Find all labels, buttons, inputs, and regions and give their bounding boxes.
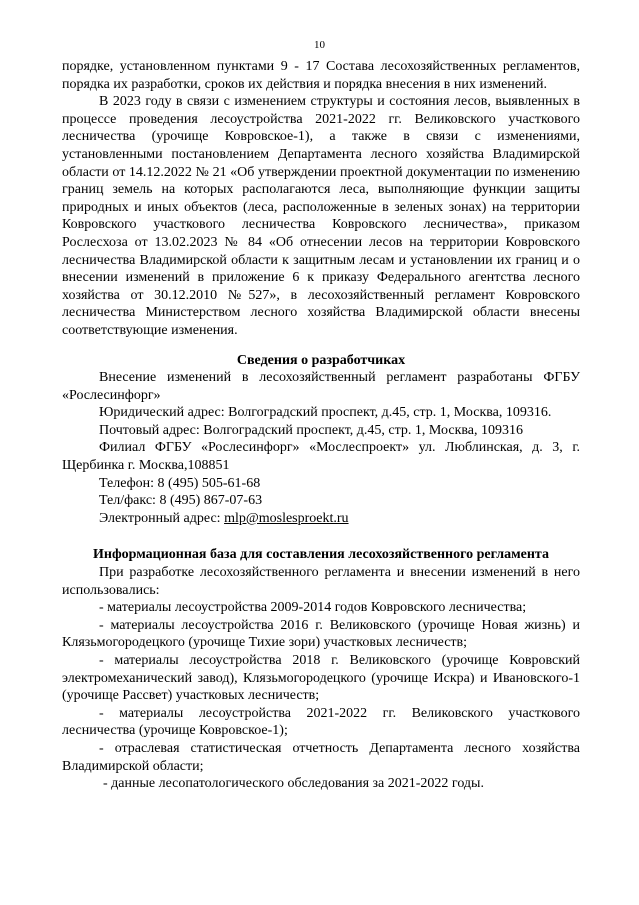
email-line (62, 510, 580, 528)
list-item: - материалы лесоустройства 2018 г. Великовского (урочище Ковровский электромеханический завод), Клязьмогородецкого (урочище Искра) и Ивановского-1 (урочище Рассвет) участковых лесничеств; (62, 653, 580, 704)
info-base-heading: Информационная база для составления лесохозяйственного регламента (93, 547, 549, 563)
fax: Тел/факс: 8 (495) 867-07-63 (99, 493, 263, 509)
email-link[interactable]: mlp@moslesproekt.ru (224, 510, 349, 526)
intro-continuation: порядке, установленном пунктами 9 - 17 Состава лесохозяйственных регламентов, порядка их разработки, сроков их действия и порядка внесения в них изменений. (62, 59, 580, 92)
list-item: - материалы лесоустройства 2021-2022 гг. Великовского участкового лесничества (урочище Ковровское-1); (62, 705, 580, 739)
phone: Телефон: 8 (495) 505-61-68 (99, 475, 261, 491)
branch-address: Филиал ФГБУ «Рослесинфорг» «Мослеспроект» ул. Люблинская, д. 3, г. Щербинка г. Москва,108851 (62, 440, 580, 474)
intro-paragraph: В 2023 году в связи с изменением структуры и состояния лесов, выявленных в процессе проведения лесоустройства 2021-2022 гг. Великовского участкового лесничества (урочище Ковровское-1), а также в связи с изменениями, установленными постановлением Департамента лесного хозяйства Владимирской области от 14.12.2022 № 21 «Об утверждении проектной документации по изменению границ земель на которых располагаются леса, выполняющие функции защиты природных и иных объектов (леса, расположенные в зеленых зонах) на территории Ковровского участкового лесничества Ковровского лесничества», приказом Рослесхоза от 13.02.2023 № 84 «Об отнесении лесов на территории Ковровского лесничества Владимирской области к защитным лесам и установлении их границ и о внесении изменений в приложение 6 к приказу Федерального агентства лесного хозяйства от 30.12.2010 №527», в лесохозяйственный регламент Ковровского лесничества Министерством лесного хозяйства Владимирской области внесены соответствующие изменения. (62, 94, 580, 338)
email-label: Электронный адрес: (99, 510, 225, 526)
list-item: - материалы лесоустройства 2016 г. Великовского (урочище Новая жизнь) и Клязьмогородецкого (урочище Тихие зори) участковых лесничеств; (62, 617, 580, 651)
developers-heading: Сведения о разработчиках (236, 352, 406, 368)
postal-address: Почтовый адрес: Волгоградский проспект, д.45, стр. 1, Москва, 109316 (99, 422, 524, 438)
legal-address: Юридический адрес: Волгоградский проспект, д.45, стр. 1, Москва, 109316. (99, 405, 552, 421)
list-item: - данные лесопатологического обследования за 2021-2022 годы. (103, 776, 484, 792)
list-item: - отраслевая статистическая отчетность Департамента лесного хозяйства Владимирской области; (62, 740, 580, 774)
info-base-intro: При разработке лесохозяйственного регламента и внесении изменений в него использовались: (62, 565, 580, 598)
list-item: - материалы лесоустройства 2009-2014 годов Ковровского лесничества; (99, 600, 527, 616)
document-body (62, 58, 580, 793)
developers-intro: Внесение изменений в лесохозяйственный регламент разработаны ФГБУ «Рослесинфорг» (62, 370, 580, 403)
page-number: 10 (314, 39, 325, 51)
